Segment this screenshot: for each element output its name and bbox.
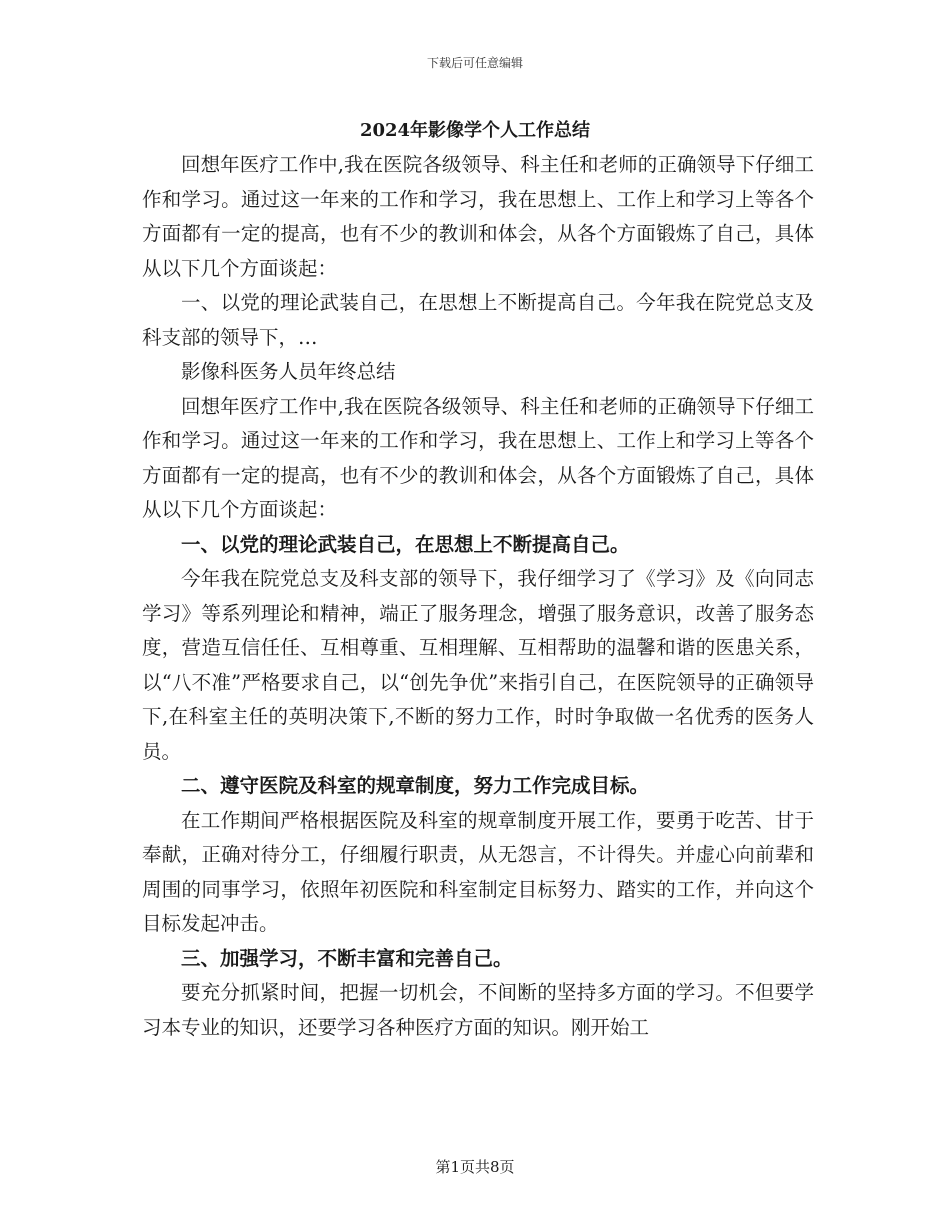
section-heading: 三、加强学习，不断丰富和完善自己。 — [181, 946, 513, 970]
section-heading: 二、遵守医院及科室的规章制度，努力工作完成目标。 — [181, 774, 650, 797]
section-heading: 一、以党的理论武装自己，在思想上不断提高自己。 — [181, 532, 630, 556]
paragraph: 影像科医务人员年终总结 — [181, 360, 396, 383]
paragraph: 要充分抓紧时间，把握一切机会，不间断的坚持多方面的学习。不但要学习本专业的知识，还要学习各种医疗方面的知识。刚开始工 — [142, 981, 814, 1039]
paragraph: 回想年医疗工作中,我在医院各级领导、科主任和老师的正确领导下仔细工作和学习。通过这一年来的工作和学习，我在思想上、工作上和学习上等各个方面都有一定的提高，也有不少的教训和体会，从各个方面锻炼了自己，具体从以下几个方面谈起： — [142, 153, 814, 280]
paragraph: 回想年医疗工作中,我在医院各级领导、科主任和老师的正确领导下仔细工作和学习。通过这一年来的工作和学习，我在思想上、工作上和学习上等各个方面都有一定的提高，也有不少的教训和体会，从各个方面锻炼了自己，具体从以下几个方面谈起： — [142, 394, 814, 521]
paragraph: 一、以党的理论武装自己，在思想上不断提高自己。今年我在院党总支及科支部的领导下，… — [142, 291, 814, 349]
header-note: 下载后可任意编辑 — [426, 56, 523, 70]
page-footer: 第1页共8页 — [435, 1158, 515, 1176]
paragraph: 在工作期间严格根据医院及科室的规章制度开展工作，要勇于吃苦、甘于奉献，正确对待分工，仔细履行职责，从无怨言，不计得失。并虚心向前辈和周围的同事学习，依照年初医院和科室制定目标努力、踏实的工作，并向这个目标发起冲击。 — [142, 808, 814, 935]
paragraph: 今年我在院党总支及科支部的领导下，我仔细学习了《学习》及《向同志学习》等系列理论和精神，端正了服务理念，增强了服务意识，改善了服务态度，营造互信任任、互相尊重、互相理解、互相帮助的温馨和谐的医患关系，以“八不准”严格要求自己，以“创先争优”来指引自己，在医院领导的正确领导下,在科室主任的英明决策下,不断的努力工作，时时争取做一名优秀的医务人员。 — [142, 567, 814, 763]
document-title: 2024年影像学个人工作总结 — [359, 120, 591, 141]
document-body — [142, 148, 814, 1045]
